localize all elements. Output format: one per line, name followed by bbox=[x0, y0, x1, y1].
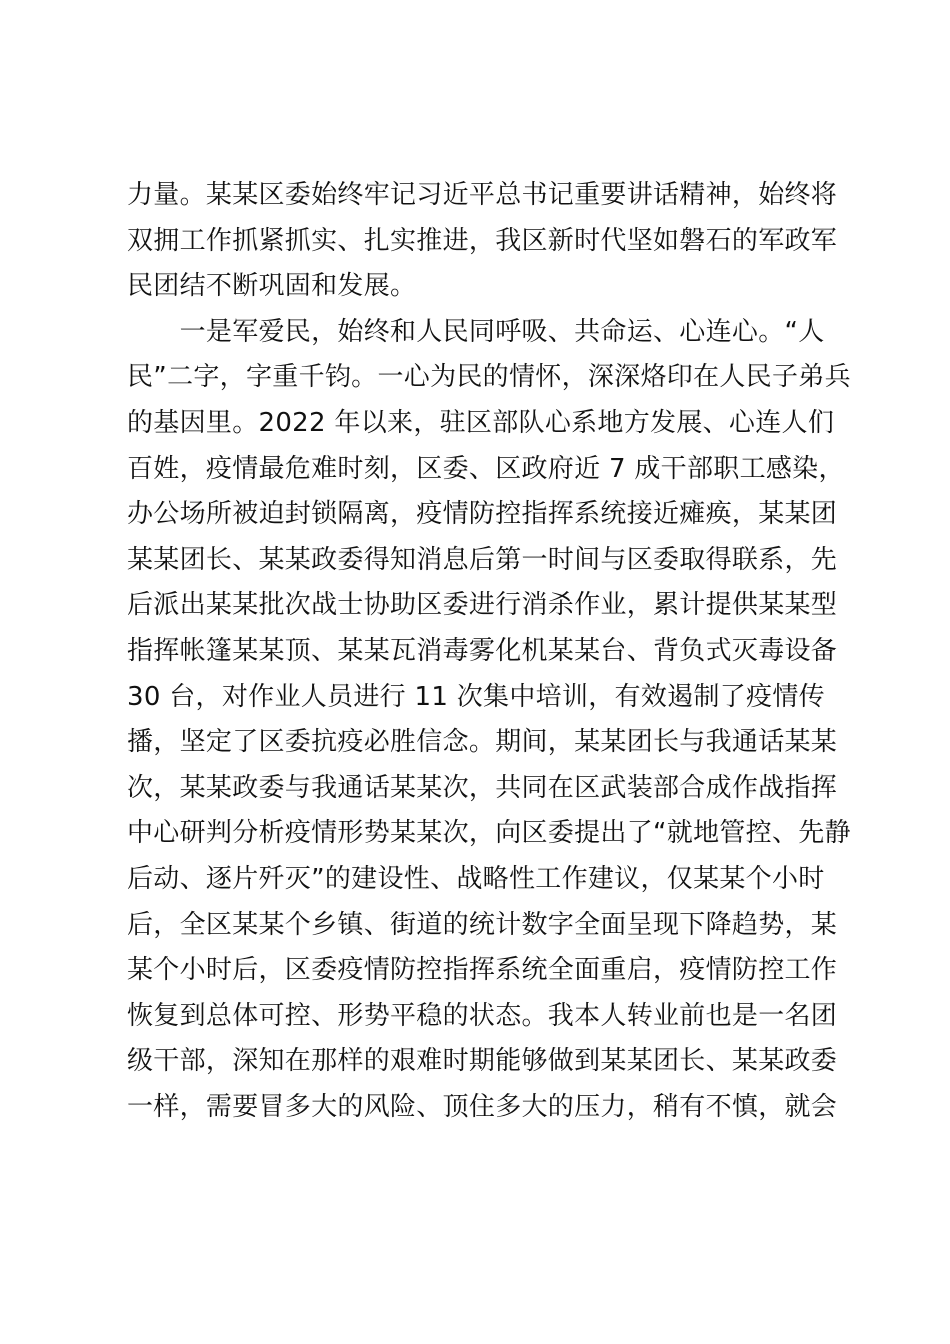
text-line: 播，坚定了区委抗疫必胜信念。期间，某某团长与我通话某某 bbox=[127, 727, 838, 758]
text-line: 力量。某某区委始终牢记习近平总书记重要讲话精神，始终将 bbox=[127, 180, 838, 210]
text-line: 一是军爱民，始终和人民同呼吸、共命运、心连心。“人 bbox=[127, 316, 825, 347]
text-line: 的基因里。2022 年以来，驻区部队心系地方发展、心连人们 bbox=[127, 407, 835, 438]
text-line: 民团结不断巩固和发展。 bbox=[127, 271, 417, 302]
text-line: 后动、逐片歼灭”的建设性、战略性工作建议，仅某某个小时 bbox=[127, 863, 825, 894]
text-line: 恢复到总体可控、形势平稳的状态。我本人转业前也是一名团 bbox=[127, 1000, 838, 1031]
body-text bbox=[127, 173, 851, 1130]
text-line: 次，某某政委与我通话某某次，共同在区武装部合成作战指挥 bbox=[127, 772, 838, 803]
text-line: 级干部，深知在那样的艰难时期能够做到某某团长、某某政委 bbox=[127, 1046, 838, 1077]
text-line: 百姓，疫情最危难时刻，区委、区政府近 7 成干部职工感染， bbox=[127, 453, 845, 484]
text-line: 一样，需要冒多大的风险、顶住多大的压力，稍有不慎，就会 bbox=[127, 1091, 838, 1122]
text-line: 后，全区某某个乡镇、街道的统计数字全面呈现下降趋势，某 bbox=[127, 909, 838, 940]
text-line: 某某团长、某某政委得知消息后第一时间与区委取得联系，先 bbox=[127, 544, 838, 575]
text-line: 某个小时后，区委疫情防控指挥系统全面重启，疫情防控工作 bbox=[127, 955, 838, 986]
text-line: 民”二字，字重千钧。一心为民的情怀，深深烙印在人民子弟兵 bbox=[127, 362, 851, 393]
text-line: 办公场所被迫封锁隔离，疫情防控指挥系统接近瘫痪，某某团 bbox=[127, 499, 838, 530]
text-line: 双拥工作抓紧抓实、扎实推进，我区新时代坚如磐石的军政军 bbox=[127, 225, 838, 256]
text-line: 指挥帐篷某某顶、某某瓦消毒雾化机某某台、背负式灭毒设备 bbox=[127, 635, 838, 666]
text-line: 中心研判分析疫情形势某某次，向区委提出了“就地管控、先静 bbox=[127, 818, 851, 849]
text-line: 后派出某某批次战士协助区委进行消杀作业，累计提供某某型 bbox=[127, 590, 838, 621]
text-line: 30 台，对作业人员进行 11 次集中培训，有效遏制了疫情传 bbox=[127, 681, 825, 712]
